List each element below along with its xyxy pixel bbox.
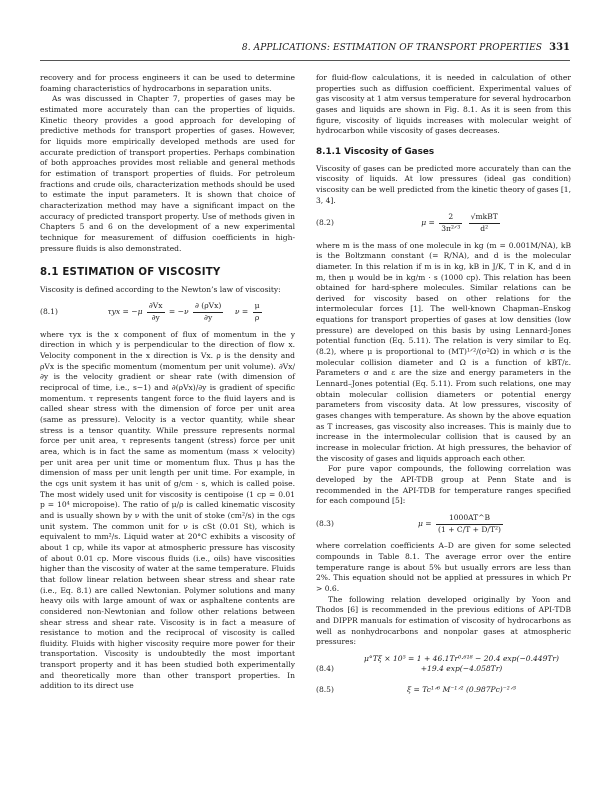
paragraph: For pure vapor compounds, the following correlation was developed by the API-TDB group at Penn State and is recommended in the API-TDB for temperature ranges specified for each compound [5]: bbox=[316, 464, 571, 506]
paragraph: Viscosity of gases can be predicted more accurately than can the viscosity of liquids. At low pressures (ideal gas condition) viscosity can be well predicted from the kinetic theory of gases [1, 3, 4]. bbox=[316, 163, 571, 205]
equation-8-3 bbox=[316, 513, 571, 535]
equation-term: +19.4 exp(−4.058Tr) bbox=[420, 664, 503, 674]
equation-term: μ = bbox=[421, 218, 435, 228]
equation-8-5 bbox=[316, 685, 571, 696]
fraction-denominator: ∂y bbox=[204, 313, 213, 323]
equation-number: (8.2) bbox=[316, 218, 334, 228]
paragraph: where m is the mass of one molecule in kg (m = 0.001M/NA), kB is the Boltzmann constant (= R/NA), and d is the molecular diameter. In this relation if m is in kg, kB in J/K, T in K, and d in m, then μ would be in kg/m · s (1000 cp). This relation has been obtained for hard-sphere molecules. Similar relations can be derived for viscosity based on other relations for the intermolecular forces [1]. The well-known Chapman–Enskog equations for transport properties of gases at low densities (low pressure) are developed on this basis by using Lennard-Jones potential function (Eq. 5.11). The relation is very similar to Eq. (8.2), where μ is proportional to (MT)¹ᐟ²/(σ²Ω) in which σ is the molecular collision diameter and Ω is a function of kBT/ε. Parameters σ and ε are the size and energy parameters in the Lennard–Jones potential (Eq. 5.11). From such relations, one may obtain molecular collision diameters or potential energy parameters from viscosity data. At low pressures, viscosity of gases changes with temperature. As shown by the above equation as T increases, gas viscosity also increases. This is mainly due to increase in the intermolecular collision that is caused by an increase in molecular friction. At high pressures, the behavior of the viscosity of gases and liquids approach each other. bbox=[316, 240, 571, 463]
equation-8-1 bbox=[40, 301, 295, 323]
equation-number: (8.3) bbox=[316, 518, 334, 528]
fraction-numerator: 1000AT^B bbox=[436, 513, 503, 525]
fraction-denominator: ∂y bbox=[151, 313, 160, 323]
equation-8-4-line-2 bbox=[316, 664, 571, 675]
equation-number: (8.5) bbox=[316, 685, 334, 695]
running-head: 8. APPLICATIONS: ESTIMATION OF TRANSPORT PROPERTIES bbox=[241, 43, 542, 53]
equation-number: (8.1) bbox=[40, 307, 58, 317]
equation-term: = −ν bbox=[168, 307, 189, 317]
paragraph: The following relation developed originally by Yoon and Thodos [6] is recommended in the previous editions of API-TDB and DIPPR manuals for estimation of viscosity of hydrocarbons as well as nonhydrocarbons and nonpolar gases at atmospheric pressures: bbox=[316, 594, 571, 647]
paragraph: where τyx is the x component of flux of momentum in the y direction in which y is perpendicular to the direction of flow x. Velocity component in the x direction is Vx. ρ is the density and ρVx is the specific momentum (momentum per unit volume). ∂Vx/∂y is the velocity gradient or shear rate (with dimension of reciprocal of time, i.e., s−1) and ∂(ρVx)/∂y is gradient of specific momentum. τ represents tangent force to the fluid layers and is called shear stress with the dimension of force per unit area (same as pressure). Velocity is a vector quantity, while shear stress is a tensor quantity. While pressure represents normal force per unit area, τ represents tangent (stress) force per unit area, which is in fact the same as momentum (mass × velocity) per unit area per unit time or momentum flux. Thus μ has the dimension of mass per unit length per unit time. For example, in the cgs unit system it has unit of g/cm · s, which is called poise. The most widely used unit for viscosity is centipoise (1 cp = 0.01 p = 10⁴ micropoise). The ratio of μ/ρ is called kinematic viscosity and is usually shown by ν with the unit of stoke (cm²/s) in the cgs unit system. The common unit for ν is cSt (0.01 St), which is equivalent to mm²/s. Liquid water at 20°C exhibits a viscosity of about 1 cp, while its vapor at atmospheric pressure has viscosity of about 0.01 cp. More viscous fluids (i.e., oils) have viscosities higher than the viscosity of water at the same temperature. Fluids that follow linear relation between shear stress and shear rate (i.e., Eq. 8.1) are called Newtonian. Polymer solutions and many heavy oils with large amount of wax or asphaltene contents are considered non-Newtonian and follow other relations between shear stress and shear rate. Viscosity is in fact a measure of resistance to motion and the reciprocal of viscosity is called fluidity. Fluids with higher viscosity require more power for their transportation. Viscosity is undoubtedly the most important transport property and it has been studied both experimentally and theoretically more than other transport properties. In addition to its direct use bbox=[40, 329, 295, 691]
fraction-numerator: μ bbox=[253, 301, 262, 313]
subsection-heading: 8.1.1 Viscosity of Gases bbox=[316, 146, 435, 157]
equation-term: τyx = −μ bbox=[107, 307, 143, 317]
fraction-numerator: 2 bbox=[439, 212, 462, 224]
equation-term: ν = bbox=[234, 307, 249, 317]
paragraph: where correlation coefficients A–D are given for some selected compounds in Table 8.1. The average error over the entire temperature range is about 5% but usually errors are less than 2%. This equation should not be applied at pressures in which Pr > 0.6. bbox=[316, 541, 571, 593]
fraction-denominator: 3π²ᐟ³ bbox=[441, 223, 461, 233]
equation-term: ξ = Tc¹ᐟ⁶ M⁻¹ᐟ² (0.987Pc)⁻²ᐟ³ bbox=[407, 685, 516, 695]
fraction-denominator: ρ bbox=[254, 313, 260, 323]
paragraph: Viscosity is defined according to the Newton’s law of viscosity: bbox=[40, 284, 281, 294]
fraction-denominator: (1 + C/T + D/T²) bbox=[438, 524, 501, 534]
equation-number: (8.4) bbox=[316, 664, 334, 674]
page-number: 331 bbox=[549, 42, 570, 53]
fraction-numerator: √mkBT bbox=[469, 212, 500, 224]
equation-8-4-line-1 bbox=[316, 654, 571, 665]
fraction-numerator: ∂Vx bbox=[147, 301, 165, 313]
fraction-denominator: d² bbox=[480, 223, 489, 233]
paragraph: for fluid-flow calculations, it is needed in calculation of other properties such as diffusion coefficient. Experimental values of gas viscosity at 1 atm versus temperature for several hydrocarbon gases and liquids are shown in Fig. 8.1. As it is seen from this figure, viscosity of liquids increases with molecular weight of hydrocarbon while viscosity of gases decreases. bbox=[316, 73, 571, 136]
equation-term: μ°Tξ × 10⁵ = 1 + 46.1Tr⁰·⁶¹⁸ − 20.4 exp(−0.449Tr) bbox=[364, 653, 559, 663]
page-header bbox=[40, 42, 570, 61]
left-column bbox=[40, 73, 295, 692]
paragraph: As was discussed in Chapter 7, properties of gases may be estimated more accurately than can the properties of liquids. Kinetic theory provides a good approach for developing of predictive methods for transport properties of gases. However, for liquids more empirically developed methods are used for accurate prediction of transport properties. Perhaps combination of both approaches provides most reliable and general methods for estimation of transport properties of fluids. For petroleum fractions and crude oils, characterization methods should be used to estimate the input parameters. It is shown that choice of characterization method may have a significant impact on the accuracy of predicted transport property. Use of methods given in Chapters 5 and 6 on the development of a new experimental technique for measurement of diffusion coefficients in high-pressure fluids is also demonstrated. bbox=[40, 94, 295, 253]
equation-term: μ = bbox=[418, 519, 432, 529]
section-heading: 8.1 ESTIMATION OF VISCOSITY bbox=[40, 267, 221, 279]
right-column bbox=[316, 73, 571, 696]
equation-8-2 bbox=[316, 212, 571, 234]
fraction-numerator: ∂ (ρVx) bbox=[193, 301, 223, 313]
paragraph: recovery and for process engineers it can be used to determine foaming characteristics of hydrocarbons in separation units. bbox=[40, 73, 295, 93]
